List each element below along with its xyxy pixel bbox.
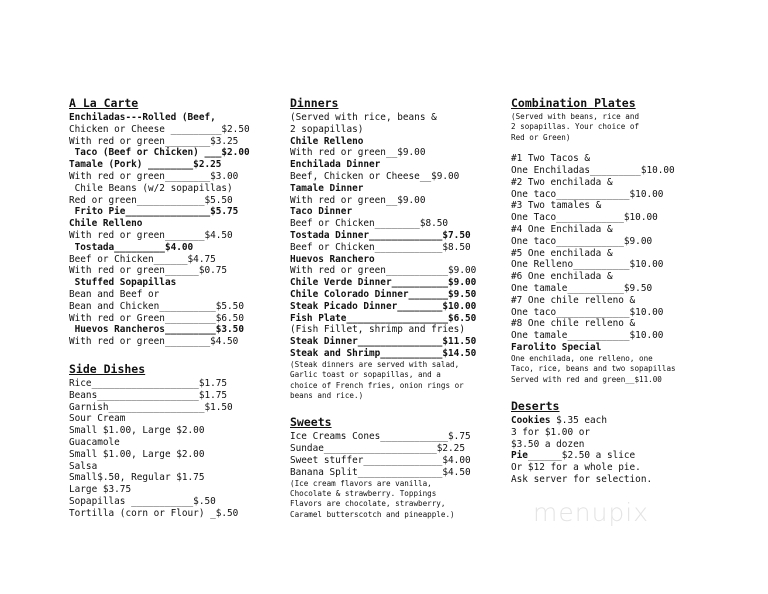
- combination-item: #2 Two enchilada &: [511, 176, 613, 188]
- sweets-note-line: (Ice cream flavors are vanilla,: [290, 478, 432, 488]
- deserts-heading: Deserts: [511, 398, 560, 413]
- a-la-carte-heading: A La Carte: [69, 96, 139, 110]
- dinner-item: Taco Dinner: [290, 206, 353, 218]
- desert-item: Pie______$2.50 a slice: [511, 450, 636, 462]
- desert-item: 3 for $1.00 or: [511, 426, 591, 438]
- dinner-item: Tamale Dinner: [290, 182, 364, 194]
- combination-note-line-list: [511, 112, 711, 143]
- a-la-carte-item: With red or green________$3.25: [69, 135, 239, 147]
- side-dish-item: Garnish_________________$1.50: [69, 401, 233, 413]
- deserts-section: [511, 399, 711, 486]
- sweets-heading: Sweets: [290, 415, 332, 430]
- a-la-carte-item: Bean and Chicken__________$5.50: [69, 300, 244, 312]
- a-la-carte-item: Chile Relleno: [69, 218, 143, 230]
- combination-item: One Taco____________$10.00: [511, 212, 658, 224]
- sweet-item: Sweet stuffer______________$4.00: [290, 454, 471, 466]
- combination-item: #7 One chile relleno &: [511, 294, 636, 306]
- a-la-carte-item: Bean and Beef or: [69, 288, 160, 300]
- side-dish-item: Large $3.75: [69, 484, 132, 496]
- farolito-special-note-line: Served with red and green__$11.00: [511, 374, 662, 384]
- a-la-carte-item: With red or Green_________$6.50: [69, 312, 244, 324]
- dinner-item: Beef, Chicken or Cheese__$9.00: [290, 170, 460, 182]
- dinner-item: Fish Plate__________________$6.50: [290, 312, 477, 324]
- menupix-watermark: menupix: [533, 498, 650, 527]
- middle-column: [290, 96, 490, 520]
- sweets-note-line: Chocolate & strawberry. Toppings: [290, 488, 437, 498]
- a-la-carte-item: Chile Beans (w/2 sopapillas): [69, 182, 233, 194]
- a-la-carte-item: Chicken or Cheese _________$2.50: [69, 123, 250, 135]
- dinner-item: Beef or Chicken________$8.50: [290, 218, 449, 230]
- combination-item: #1 Two Tacos &: [511, 153, 591, 165]
- dinner-item: Chile Colorado Dinner_______$9.50: [290, 288, 477, 300]
- combination-note-line: Red or Green): [511, 132, 571, 142]
- side-dish-item: Guacamole: [69, 436, 120, 448]
- combination-item: #5 One enchilada &: [511, 247, 613, 259]
- dinner-item: 2 sopapillas): [290, 123, 364, 135]
- combination-item: #8 One chile relleno &: [511, 318, 636, 330]
- a-la-carte-section: [69, 96, 269, 348]
- dinners-note-line-list: [290, 360, 490, 402]
- dinner-item: Steak Dinner_______________$11.50: [290, 336, 477, 348]
- dinner-item: With red or green__$9.00: [290, 147, 426, 159]
- right-column: [511, 96, 711, 486]
- a-la-carte-item: Huevos Rancheros_________$3.50: [69, 324, 244, 336]
- dinner-item: Steak Picado Dinner________$10.00: [290, 300, 477, 312]
- dinner-item: Beef or Chicken____________$8.50: [290, 241, 471, 253]
- side-dish-item: Sour Cream: [69, 413, 126, 425]
- dinner-item: (Fish Fillet, shrimp and fries): [290, 324, 465, 336]
- combination-item: One Relleno__________$10.00: [511, 259, 664, 271]
- a-la-carte-item: Enchiladas---Rolled (Beef,: [69, 112, 216, 123]
- combination-item-list: [511, 153, 711, 354]
- dinner-item: With red or green___________$9.00: [290, 265, 477, 277]
- combination-plates-section: [511, 96, 711, 385]
- farolito-special-note-line-list: [511, 354, 711, 385]
- side-dish-item: Salsa: [69, 460, 98, 472]
- sweet-item: Banana Split_______________$4.50: [290, 466, 471, 478]
- sweet-item: Ice Creams Cones____________$.75: [290, 431, 471, 443]
- combination-item: One taco_____________$10.00: [511, 188, 664, 200]
- side-dish-item-list: [69, 378, 269, 520]
- dinner-item: With red or green__$9.00: [290, 194, 426, 206]
- combination-item: #3 Two tamales &: [511, 200, 602, 212]
- sweet-item: Sundae____________________$2.25: [290, 443, 465, 455]
- dinners-heading: Dinners: [290, 96, 339, 110]
- combination-item: #6 One enchilada &: [511, 271, 613, 283]
- desert-item: Ask server for selection.: [511, 473, 653, 485]
- sweets-section: [290, 415, 490, 520]
- a-la-carte-item: Red or green____________$5.50: [69, 194, 233, 206]
- combination-note-line: (Served with beans, rice and: [511, 112, 640, 121]
- dinner-item: Enchilada Dinner: [290, 159, 381, 171]
- side-dish-item: Rice___________________$1.75: [69, 377, 228, 389]
- combination-item: #4 One Enchilada &: [511, 224, 613, 235]
- a-la-carte-item: With red or green________$4.50: [69, 336, 239, 348]
- sweet-item-list: [290, 431, 490, 478]
- side-dish-item: Sopapillas ___________$.50: [69, 495, 216, 507]
- dinner-item: Steak and Shrimp___________$14.50: [290, 347, 477, 359]
- dinner-item: Tostada Dinner_____________$7.50: [290, 229, 471, 241]
- combination-item: One tamale___________$10.00: [511, 330, 664, 342]
- side-dishes-section: [69, 362, 269, 520]
- side-dishes-heading: Side Dishes: [69, 361, 146, 376]
- farolito-special-note-line: One enchilada, one relleno, one: [511, 353, 653, 363]
- a-la-carte-item: With red or green________$3.00: [69, 170, 239, 182]
- desert-item: Cookies $.35 each: [511, 414, 607, 426]
- side-dish-item: Beans__________________$1.75: [69, 389, 228, 401]
- dinners-note-line: Garlic toast or sopapillas, and a: [290, 370, 441, 380]
- a-la-carte-item: With red or green_______$4.50: [69, 229, 233, 241]
- desert-item: $3.50 a dozen: [511, 438, 585, 450]
- dinner-item: Chile Verde Dinner__________$9.00: [290, 277, 477, 289]
- sweets-note-line: Caramel butterscotch and pineapple.): [290, 509, 455, 519]
- a-la-carte-item: With red or green______$0.75: [69, 265, 228, 277]
- side-dish-item: Tortilla (corn or Flour) _$.50: [69, 507, 239, 519]
- a-la-carte-item: Tamale (Pork) ________$2.25: [69, 159, 222, 171]
- dinners-section: [290, 96, 490, 401]
- a-la-carte-item: Taco (Beef or Chicken) ___$2.00: [69, 147, 250, 159]
- combination-item: One taco____________$9.00: [511, 235, 653, 247]
- a-la-carte-item: Beef or Chicken______$4.75: [69, 253, 216, 265]
- combination-note-line: 2 sopapillas. Your choice of: [511, 122, 640, 132]
- dinner-item-list: [290, 112, 490, 360]
- desert-item: Or $12 for a whole pie.: [511, 462, 641, 474]
- dinners-note-line: (Steak dinners are served with salad,: [290, 359, 460, 369]
- dinners-note-line: choice of French fries, onion rings or: [290, 380, 464, 390]
- dinners-note-line: beans and rice.): [290, 390, 364, 400]
- sweets-note-line-list: [290, 479, 490, 521]
- a-la-carte-item: Stuffed Sopapillas: [69, 277, 177, 289]
- farolito-special-note-line: Taco, rice, beans and two sopapillas: [511, 364, 676, 374]
- a-la-carte-item-list: [69, 112, 269, 348]
- a-la-carte-item: Frito Pie_______________$5.75: [69, 206, 239, 218]
- side-dish-item: Small$.50, Regular $1.75: [69, 472, 205, 484]
- combination-item: One Enchiladas_________$10.00: [511, 165, 675, 177]
- dinner-item: (Served with rice, beans &: [290, 112, 437, 123]
- combination-plates-heading: Combination Plates: [511, 96, 636, 110]
- side-dish-item: Small $1.00, Large $2.00: [69, 425, 205, 437]
- combination-item: Farolito Special: [511, 341, 602, 353]
- combination-item: One taco_____________$10.00: [511, 306, 664, 318]
- dinner-item: Chile Relleno: [290, 135, 364, 147]
- side-dish-item: Small $1.00, Large $2.00: [69, 448, 205, 460]
- left-column: [69, 96, 269, 520]
- a-la-carte-item: Tostada_________$4.00: [69, 241, 194, 253]
- sweets-note-line: Flavors are chocolate, strawberry,: [290, 499, 446, 509]
- dinner-item: Huevos Ranchero: [290, 253, 375, 265]
- desert-item-list: [511, 415, 711, 486]
- combination-item: One tamale__________$9.50: [511, 282, 653, 294]
